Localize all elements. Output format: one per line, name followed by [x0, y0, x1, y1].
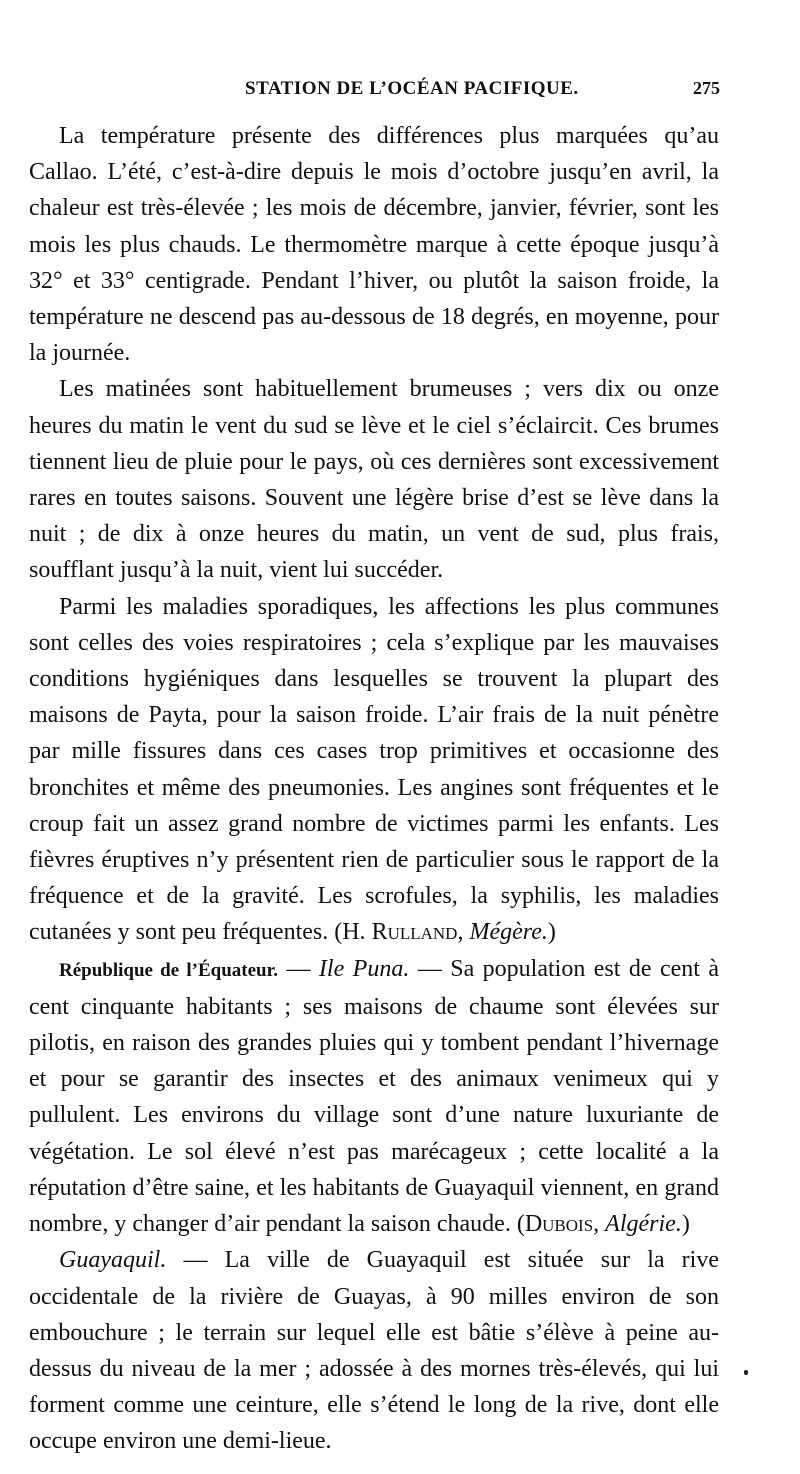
paragraph-ile-puna [29, 951, 719, 1243]
section-heading-equateur: République de l’Équateur. [59, 959, 279, 981]
citation-author: Rulland [371, 919, 458, 946]
citation-separator: , [593, 1211, 606, 1238]
citation-work: Algérie. [605, 1211, 682, 1238]
em-dash: — [278, 955, 319, 982]
paragraph-mornings [29, 371, 719, 588]
paragraph-text: Parmi les maladies sporadiques, les affections les plus communes sont celles des voies respiratoires ; cela s’explique par les mauvaises conditions hygiéniques dans lesquelles se trouvent la plupart des maisons de Payta, pour la saison froide. L’air frais de la nuit pénètre par mille fissures dans ces cases trop primitives et occasionne des bronchites et même des pneumonies. Les angines sont fréquentes et le croup fait un assez grand nombre de victimes parmi les enfants. Les fièvres éruptives n’y présentent rien de particulier sous le rapport de la fréquence et de la gravité. Les scrofules, la syphilis, les maladies cutanées y sont peu fréquentes. [29, 593, 719, 946]
em-dash: — [166, 1247, 225, 1274]
citation-separator: , [457, 919, 470, 946]
citation-work: Mégère. [469, 919, 548, 946]
paragraph-text: La température présente des différences plus marquées qu’au Callao. L’été, c’est-à-dire depuis le mois d’octobre jusqu’en avril, la chaleur est très-élevée ; les mois de décembre, janvier, février, sont les mois les plus chauds. Le thermomètre marque à cette époque jusqu’à 32° et 33° centigrade. Pendant l’hiver, ou plutôt la saison froide, la température ne descend pas au-dessous de 18 degrés, en moyenne, pour la journée. [29, 123, 719, 367]
em-dash: — [409, 955, 451, 982]
ink-speck [744, 1370, 748, 1375]
paragraph-diseases [29, 589, 719, 951]
paragraph-temperature [29, 118, 719, 371]
body-text [29, 118, 719, 1460]
place-name-puna: Ile Puna. [318, 955, 410, 982]
paragraph-text: Sa population est de cent à cent cinquante habitants ; ses maisons de chaume sont élevées sur pilotis, en raison des grandes pluies qui y tombent pendant l’hivernage et pour se garantir des insectes et des animaux venimeux qui y pullulent. Les environs du village sont d’une nature luxuriante de végétation. Le sol élevé n’est pas marécageux ; cette localité a la réputation d’être saine, et les habitants de Guayaquil viennent, en grand nombre, y changer d’air pendant la saison chaude. [29, 955, 719, 1238]
citation-author: Dubois [524, 1211, 594, 1238]
citation-close: ) [681, 1211, 690, 1238]
paragraph-text: Les matinées sont habituellement brumeuses ; vers dix ou onze heures du matin le vent du sud se lève et le ciel s’éclaircit. Ces brumes tiennent lieu de pluie pour le pays, où ces dernières sont excessivement rares en toutes saisons. Souvent une légère brise d’est se lève dans la nuit ; de dix à onze heures du matin, un vent de sud, plus frais, soufflant jusqu’à la nuit, vient lui succéder. [29, 376, 719, 584]
page-number: 275 [693, 78, 720, 98]
citation-open: (H. [328, 919, 372, 946]
running-head [30, 78, 720, 108]
running-title: STATION DE L’OCÉAN PACIFIQUE. [245, 78, 579, 99]
citation-close: ) [547, 919, 556, 946]
paragraph-guayaquil [29, 1242, 719, 1459]
paragraph-text: La ville de Guayaquil est située sur la rive occidentale de la rivière de Guayas, à 90 milles environ de son embouchure ; le terrain sur lequel elle est bâtie s’élève à peine au-dessus du niveau de la mer ; adossée à des mornes très-élevés, qui lui forment comme une ceinture, elle s’étend le long de la rive, dont elle occupe environ une demi-lieue. [29, 1247, 719, 1455]
citation-open: ( [510, 1211, 525, 1238]
place-name-guayaquil: Guayaquil. [59, 1247, 167, 1274]
